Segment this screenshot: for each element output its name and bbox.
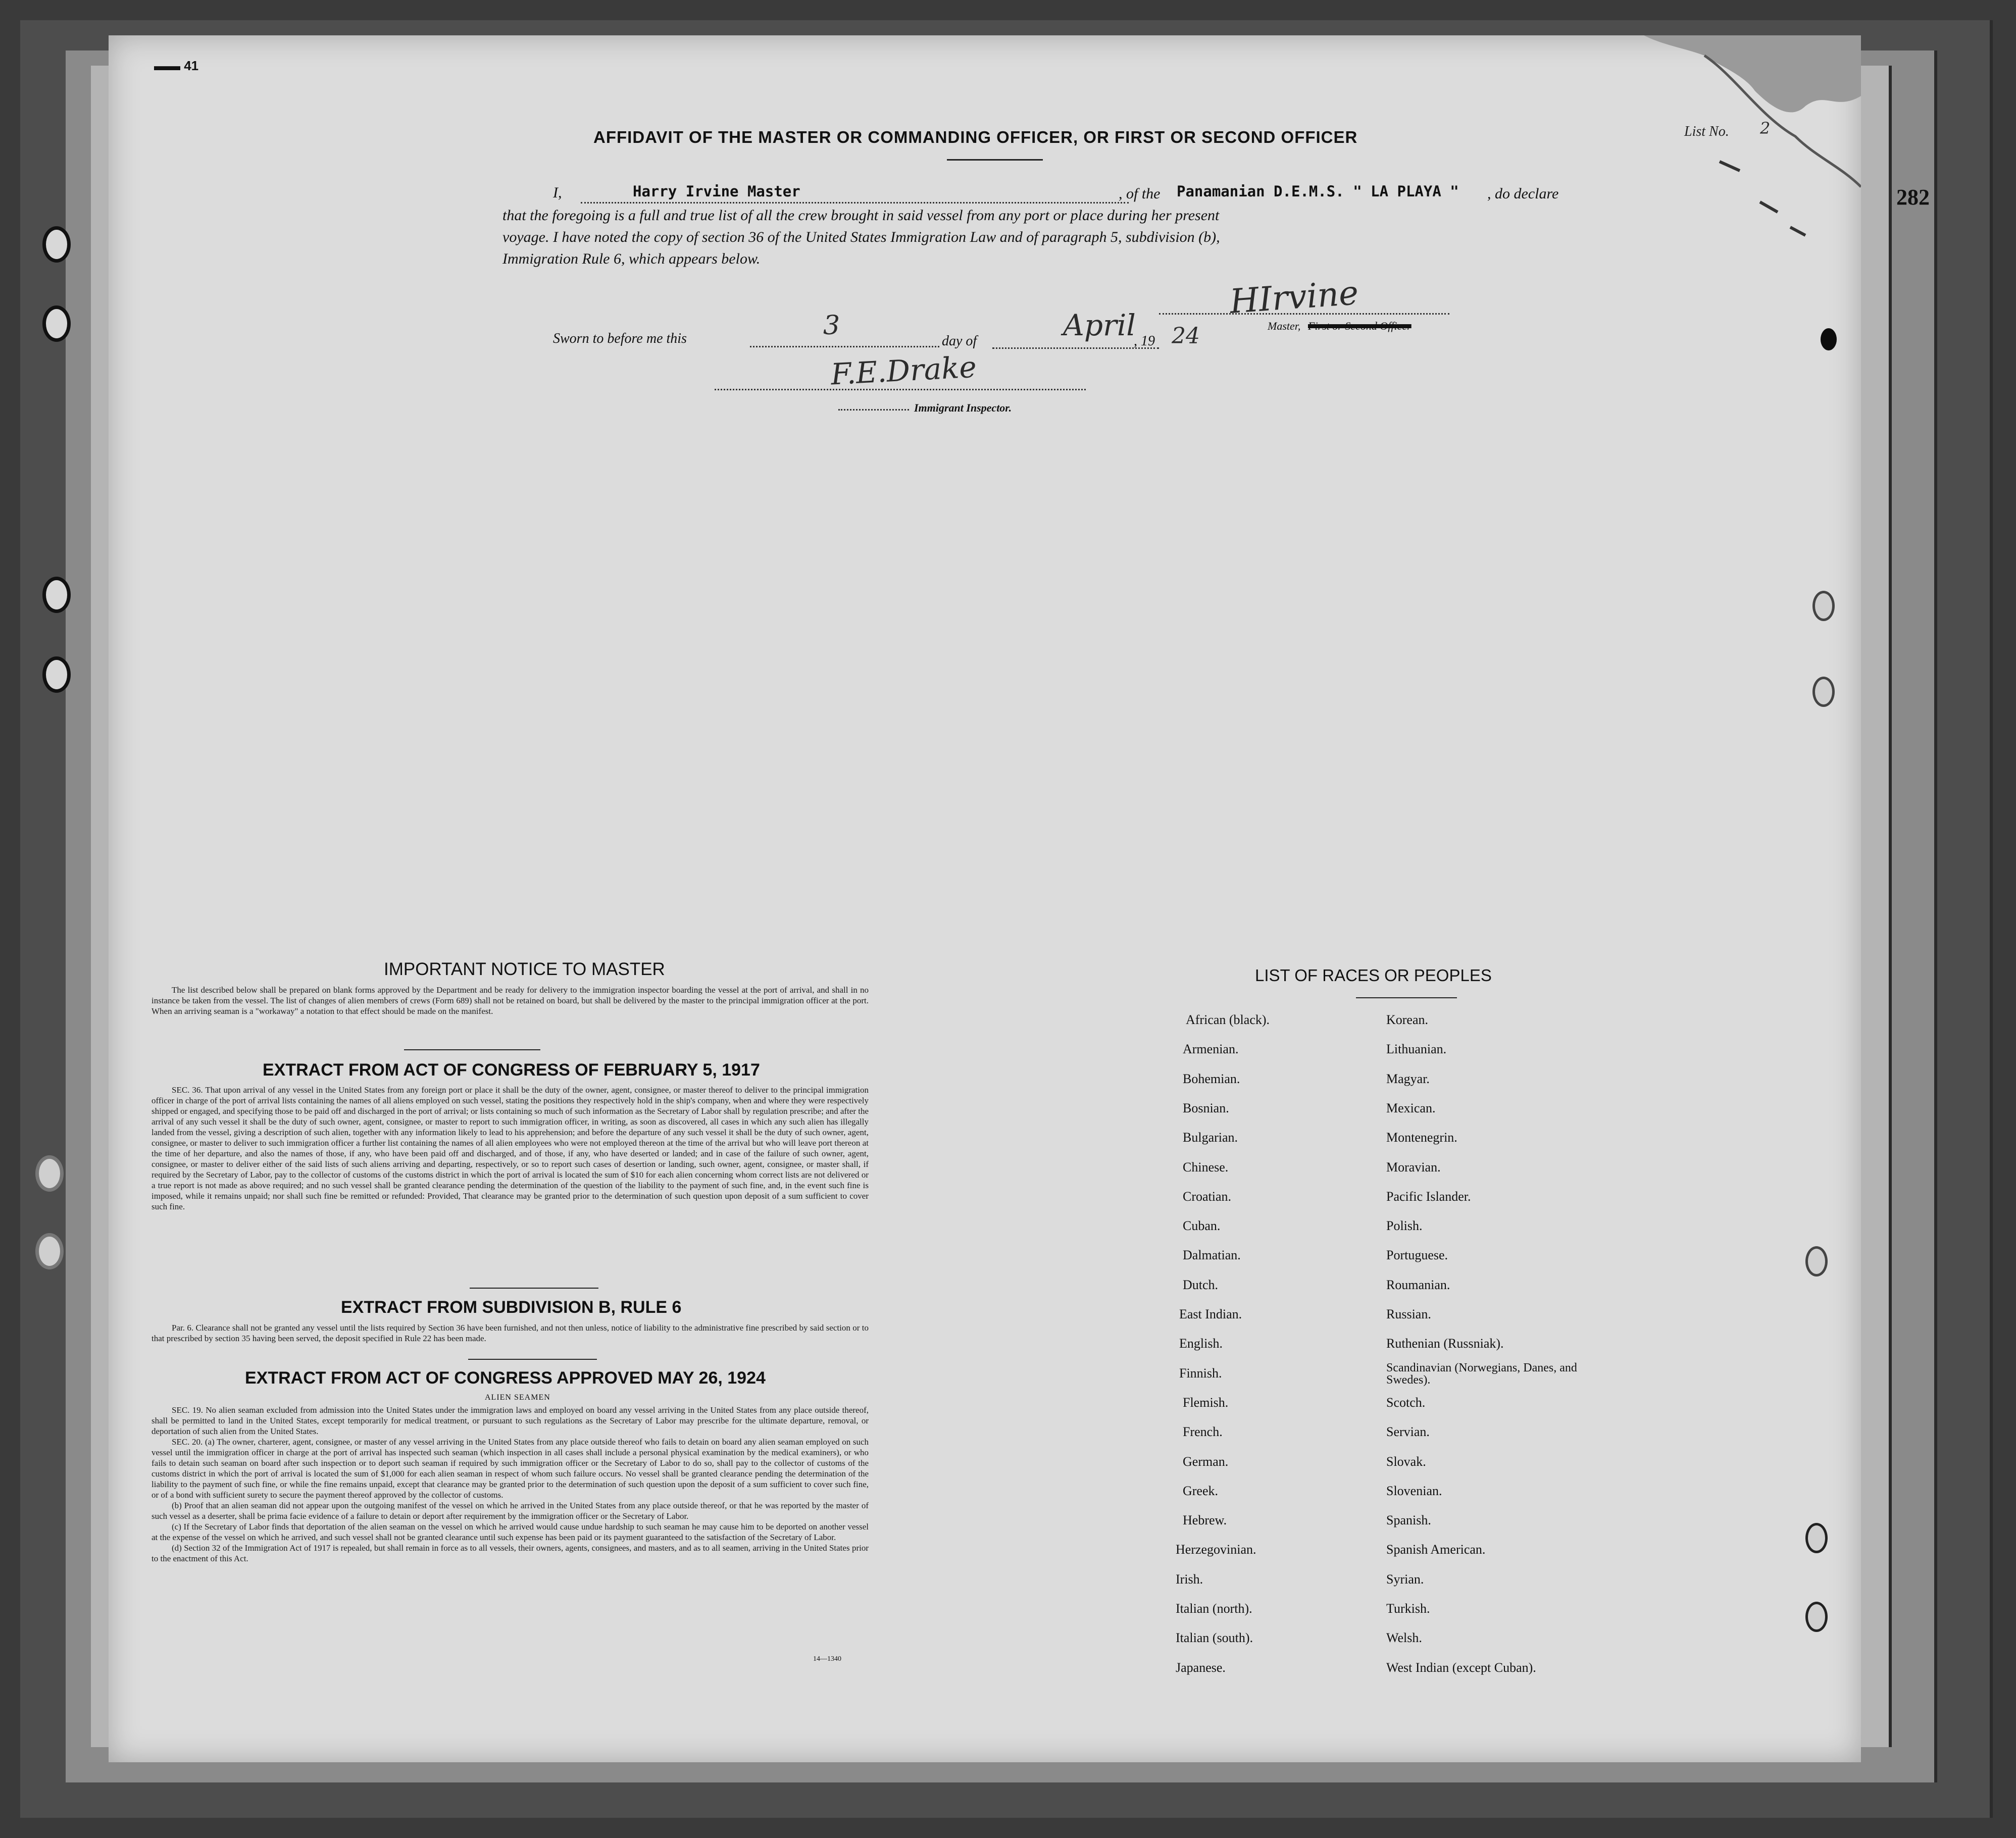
race-item: Syrian. (1386, 1572, 1424, 1587)
race-item: Finnish. (1179, 1366, 1222, 1381)
form-sheet (109, 35, 1861, 1762)
race-item: East Indian. (1179, 1307, 1242, 1321)
race-item: Ruthenian (Russniak). (1386, 1336, 1504, 1351)
race-item: Bohemian. (1183, 1071, 1240, 1086)
divider (1356, 997, 1457, 998)
race-item: Mexican. (1386, 1101, 1436, 1115)
binder-hole (35, 1155, 64, 1192)
vessel-name: Panamanian D.E.M.S. " LA PLAYA " (1177, 183, 1459, 200)
day-of-label: day of (942, 333, 977, 349)
races-title: LIST OF RACES OR PEOPLES (1255, 966, 1492, 985)
race-item: Hebrew. (1183, 1513, 1227, 1527)
day-value: 3 (823, 311, 840, 341)
extract-rule6-title: EXTRACT FROM SUBDIVISION B, RULE 6 (341, 1298, 682, 1317)
race-item: Scandinavian (Norwegians, Danes, and Swedes). (1386, 1361, 1577, 1387)
binder-hole (1821, 328, 1837, 350)
race-item: Turkish. (1386, 1601, 1430, 1616)
section-20d: (d) Section 32 of the Immigration Act of 1917 is repealed, but shall remain in force as to all vessels, their owners, agents, consignees, and masters, and as to all seamen, arriving in the United States prior to the enactment of this Act. (152, 1543, 869, 1563)
notice-title: IMPORTANT NOTICE TO MASTER (384, 959, 665, 979)
race-item: Cuban. (1183, 1218, 1221, 1233)
affidavit-i: I, (553, 184, 562, 201)
list-no-value: 2 (1760, 119, 1771, 138)
binder-hole (1812, 591, 1835, 621)
race-item: Scotch. (1386, 1395, 1426, 1410)
section-20a: SEC. 20. (a) The owner, charterer, agent, consignee, or master of any vessel arriving in the United States from any place outside thereof who fails to detain on board any alien seaman employed on such vessel until the immigration officer in charge at the port of arrival has inspected such seaman (which inspection in all cases shall include a personal physical examination by the medical examiners), or who fails to detain such seaman on board after such inspection or to deport such seaman if required by such immigration officer or the Secretary of Labor to do so, shall pay to the collector of customs of the customs district in which the port of arrival is located the sum of $1,000 for each alien seaman in respect of whom such failure occurs. No vessel shall be granted clearance pending the determination of the liability to the payment of such fine, or while the fine remains unpaid, except that clearance may be granted prior to the determination of such question upon the deposit of a sum sufficient to cover such fine, or of a bond with sufficient surety to secure the payment thereof approved by the collector of customs. (152, 1437, 869, 1500)
month-value: April (1063, 308, 1136, 342)
binder-hole (1812, 677, 1835, 707)
race-item: Armenian. (1183, 1042, 1239, 1056)
race-item: Spanish American. (1386, 1542, 1486, 1557)
race-item: French. (1183, 1424, 1223, 1439)
race-item: Korean. (1386, 1012, 1429, 1027)
extract-rule6-body: Par. 6. Clearance shall not be granted any vessel until the lists required by Section 36 have been furnished, and not then unless, notice of liability to the administrative fine prescribed by said section or to that prescribed by section 35 having been served, the deposit specified in Rule 22 has been made. (152, 1323, 869, 1343)
race-item: Bulgarian. (1183, 1130, 1238, 1145)
year-value: 24 (1172, 323, 1200, 349)
race-item: Japanese. (1176, 1660, 1226, 1675)
master-signature: HIrvine (1228, 273, 1360, 321)
extract-1924-body (152, 1405, 869, 1564)
notice-body: The list described below shall be prepared on blank forms approved by the Department and be ready for delivery to the immigration inspector boarding the vessel at the port of arrival, and shall in no instance be taken from the vessel. The list of changes of alien members of crews (Form 689) shall not be retained on board, but shall be delivered by the master to the principal immigration officer at the port. When an arriving seaman is a "workaway" a notation to that effect should be made on the manifest. (152, 985, 869, 1016)
race-item: Chinese. (1183, 1160, 1229, 1175)
sworn-label: Sworn to before me this (553, 331, 687, 346)
extract-1917-title: EXTRACT FROM ACT OF CONGRESS OF FEBRUARY 5, 1917 (263, 1060, 760, 1080)
race-item: West Indian (except Cuban). (1386, 1660, 1536, 1675)
section-20c: (c) If the Secretary of Labor finds that deportation of the alien seaman on the vessel on which he arrived would cause undue hardship to such seaman he may cause him to be deported on another vessel at the expense of the vessel on which he arrived, and such vessel shall not be granted clearance until such expense has been paid or its payment guaranteed to the satisfaction of the Secretary of Labor. (152, 1522, 869, 1542)
page-number: 282 (1896, 185, 1930, 210)
master-label: Master, (1268, 320, 1301, 332)
race-item: Russian. (1386, 1307, 1431, 1321)
of-the-label: , of the (1119, 185, 1161, 202)
inspector-label: Immigrant Inspector. (914, 401, 1012, 414)
race-item: Italian (north). (1176, 1601, 1252, 1616)
affidavit-line-2: that the foregoing is a full and true list of all the crew brought in said vessel from any port or place during her present (502, 207, 1220, 224)
race-item: Lithuanian. (1386, 1042, 1447, 1056)
master-struck-text: First or Second Officer (1308, 320, 1412, 332)
form-number: 14—1340 (813, 1655, 841, 1663)
extract-1924-title: EXTRACT FROM ACT OF CONGRESS APPROVED MAY 26, 1924 (245, 1368, 766, 1388)
race-item: Dalmatian. (1183, 1248, 1241, 1262)
affidavit-title: AFFIDAVIT OF THE MASTER OR COMMANDING OFFICER, OR FIRST OR SECOND OFFICER (593, 128, 1358, 146)
list-no-label: List No. (1684, 124, 1729, 139)
race-item: Irish. (1176, 1572, 1203, 1587)
race-item: Flemish. (1183, 1395, 1229, 1410)
race-item: Slovak. (1386, 1454, 1426, 1469)
race-item: Servian. (1386, 1424, 1430, 1439)
race-item: Bosnian. (1183, 1101, 1229, 1115)
extract-1917-body: SEC. 36. That upon arrival of any vessel in the United States from any foreign port or place it shall be the duty of the owner, agent, consignee, or master thereof to deliver to the principal immigration officer in charge of the port of arrival lists containing the names of all aliens employed on such vessel, stating the positions they respectively hold in the ship's company, when and where they were respectively shipped or engaged, and specifying those to be paid off and discharged in the port of arrival; or lists containing so much of such information as the Secretary of Labor shall by regulation prescribe; and after the arrival of any such vessel it shall be the duty of such owner, agent, consignee, or master to report to such immigration officer, in writing, as soon as discovered, all cases in which any such alien has illegally landed from the vessel, giving a description of such alien, together with any information likely to lead to his apprehension; and before the departure of any such vessel it shall be the duty of such owner, agent, consignee, or master to deliver to such immigration officer a further list containing the names of all alien employees who were not employed thereon at the time of the arrival but who will leave port thereon at the time of her departure, and also the names of those, if any, who have been paid off and discharged, and of those, if any, who have deserted or landed; and in case of the failure of such owner, agent, consignee, or master to deliver either of the said lists of such aliens arriving and departing, respectively, or so to report such cases of desertion or landing, such owner, agent, consignee, or master shall, if required by the Secretary of Labor, pay to the collector of customs of the customs district in which the port of arrival is located the sum of $10 for each alien concerning whom correct lists are not delivered or a true report is not made as above required; and no such vessel shall be granted clearance pending the determination of the question of the liability to the payment of such fine, and, in the event such fine is imposed, while it remains unpaid; nor shall such fine be remitted or refunded: Provided, That clearance may be granted prior to the determination of such question upon deposit of a sum sufficient to cover such fine. (152, 1085, 869, 1211)
divider (947, 159, 1043, 161)
section-19: SEC. 19. No alien seaman excluded from admission into the United States under the immigration laws and employed on board any vessel arriving in the United States from any place outside thereof, shall be permitted to land in the United States, except temporarily for medical treatment, or pursuant to such regulations as the Secretary of Labor may prescribe for the ultimate departure, removal, or deportation of such alien from the United States. (152, 1405, 869, 1436)
race-item: Roumanian. (1386, 1278, 1450, 1292)
race-item: Dutch. (1183, 1278, 1219, 1292)
race-item: African (black). (1186, 1012, 1270, 1027)
divider (468, 1359, 597, 1360)
extract-1924-subtitle: ALIEN SEAMEN (485, 1393, 550, 1402)
binder-hole (42, 656, 71, 693)
race-item: Croatian. (1183, 1189, 1232, 1204)
affidavit-line-3: voyage. I have noted the copy of section 36 of the United States Immigration Law and of paragraph 5, subdivision (b), (502, 229, 1220, 245)
race-item: Portuguese. (1386, 1248, 1448, 1262)
binder-hole (42, 577, 71, 613)
race-item: Spanish. (1386, 1513, 1431, 1527)
do-declare-label: , do declare (1487, 185, 1559, 202)
race-item: German. (1183, 1454, 1229, 1469)
race-item: Pacific Islander. (1386, 1189, 1471, 1204)
binder-hole (42, 226, 71, 263)
binder-hole (1805, 1523, 1828, 1553)
divider (404, 1049, 540, 1050)
race-item: Welsh. (1386, 1630, 1422, 1645)
binder-hole (1805, 1602, 1828, 1632)
year-prefix: , 19 (1134, 333, 1155, 349)
torn-corner (1644, 35, 1861, 268)
binder-hole (35, 1233, 64, 1269)
affidavit-line-4: Immigration Rule 6, which appears below. (502, 250, 761, 267)
binder-hole (1805, 1246, 1828, 1277)
binder-hole (42, 305, 71, 342)
master-name: Harry Irvine Master (633, 183, 800, 200)
inspector-signature: F.E.Drake (830, 349, 978, 392)
divider (470, 1288, 598, 1289)
corner-mark: ▬▬ 41 (154, 58, 199, 73)
race-item: English. (1179, 1336, 1223, 1351)
race-item: Montenegrin. (1386, 1130, 1457, 1145)
race-item: Moravian. (1386, 1160, 1441, 1175)
race-item: Herzegovinian. (1176, 1542, 1256, 1557)
race-item: Polish. (1386, 1218, 1423, 1233)
race-item: Greek. (1183, 1484, 1219, 1498)
section-20b: (b) Proof that an alien seaman did not appear upon the outgoing manifest of the vessel on which he arrived in the United States from any place outside thereof, or that he was reported by the master of such vessel as a deserter, shall be prima facie evidence of a failure to detain or deport after requirement by the immigration officer or the Secretary of Labor. (152, 1501, 869, 1521)
race-item: Slovenian. (1386, 1484, 1442, 1498)
race-item: Italian (south). (1176, 1630, 1253, 1645)
race-item: Magyar. (1386, 1071, 1430, 1086)
